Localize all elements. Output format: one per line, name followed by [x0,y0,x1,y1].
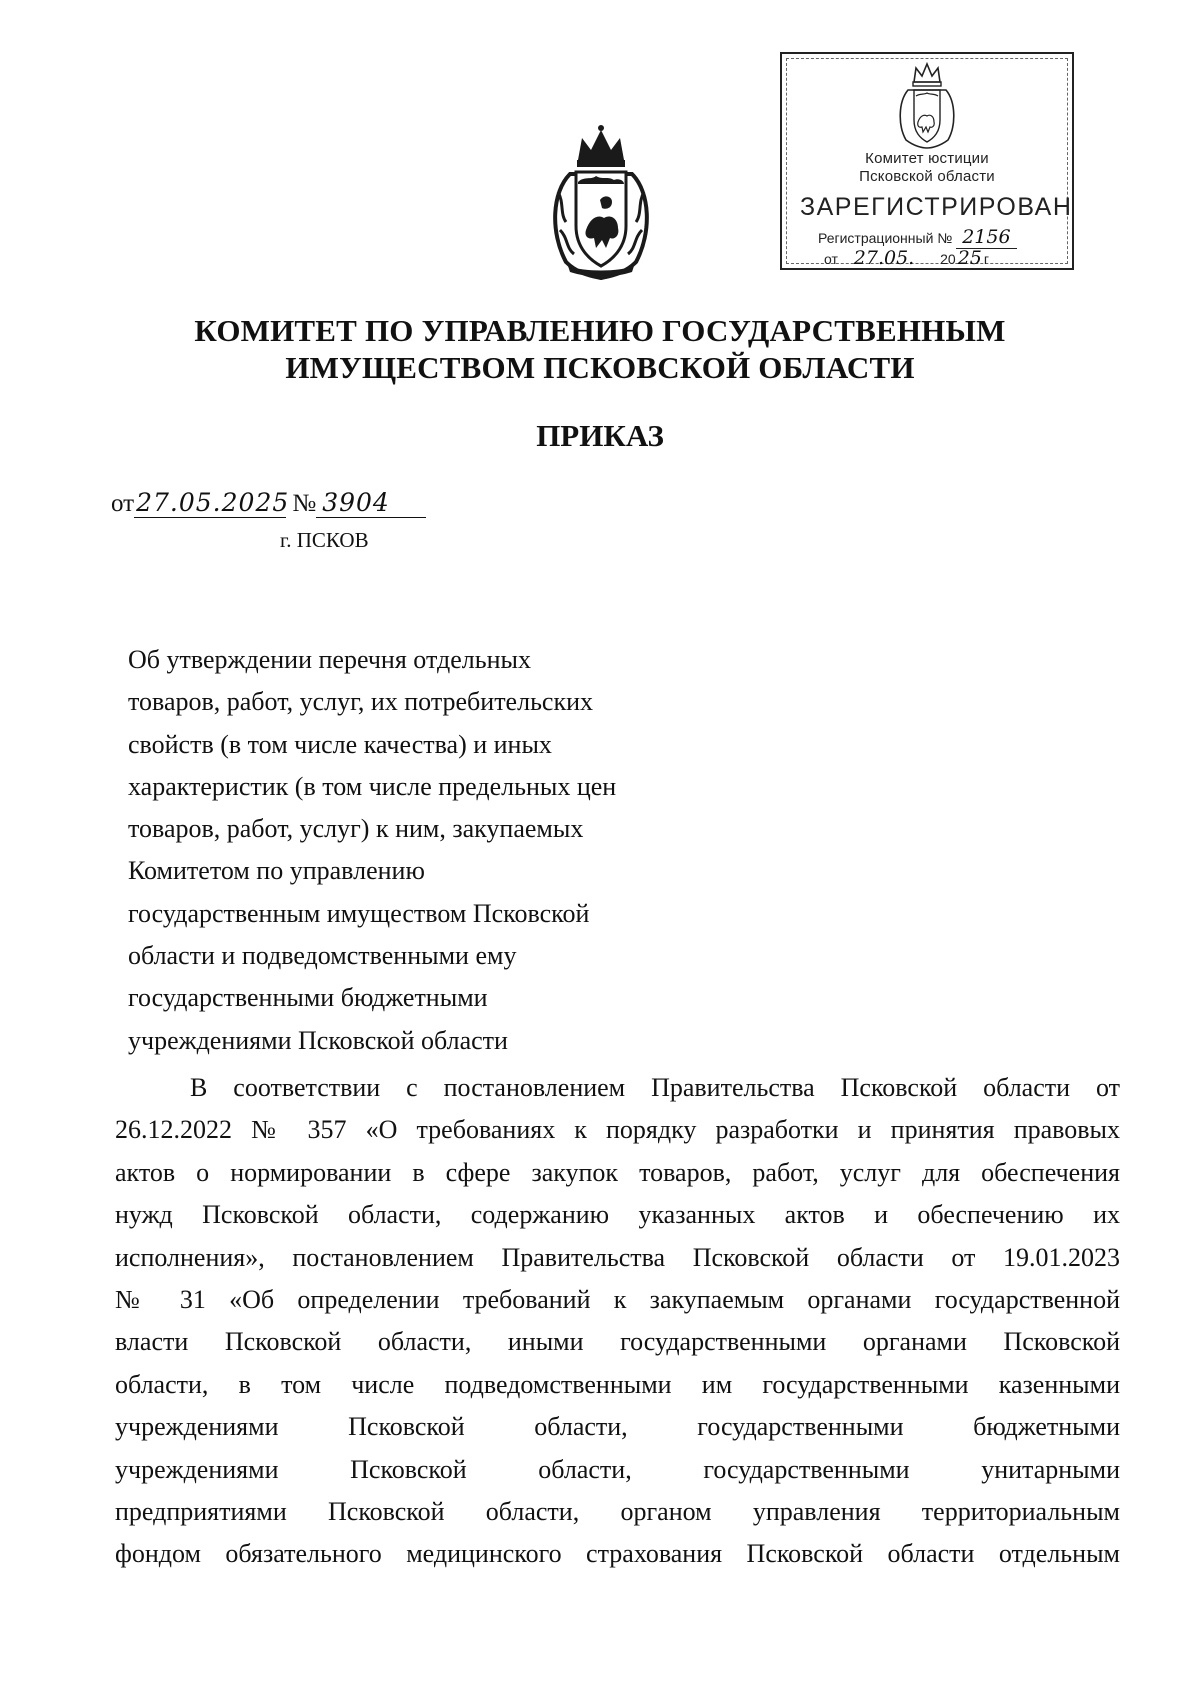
subject-line: товаров, работ, услуг, их потребительских [128,687,594,717]
stamp-registration-row [818,226,1017,248]
stamp-reg-label: Регистрационный № [818,230,953,246]
body-line: власти Псковской области, иными государственными органами Псковской [115,1327,1120,1357]
body-line: № 31 «Об определении требований к закупаемым органами государственной [115,1285,1120,1315]
city-label: г. ПСКОВ [280,528,369,552]
order-date-prefix: от [111,490,135,517]
stamp-year-suffix: г [983,251,989,267]
stamp-date-value: 27.05. [842,247,936,270]
subject-line: товаров, работ, услуг) к ним, закупаемых [128,814,584,844]
pskov-region-coat-of-arms-icon [548,122,654,280]
stamp-reg-number: 2156 [956,226,1016,249]
stamp-org-line-2: Псковской области [859,168,995,185]
subject-line: государственными бюджетными [128,983,488,1013]
stamp-date-prefix: от [824,251,838,267]
subject-line: характеристик (в том числе предельных цен [128,771,617,801]
subject-line: области и подведомственными ему [128,941,517,971]
order-date-value: 27.05.2025 [136,488,290,517]
subject-line: Комитетом по управлению [128,856,425,886]
body-line: 26.12.2022 № 357 «О требованиях к порядку разработки и принятия правовых [115,1115,1120,1145]
stamp-status: ЗАРЕГИСТРИРОВАН [800,193,1073,221]
body-line: предприятиями Псковской области, органом управления территориальным [115,1497,1120,1527]
organization-name-line-2: ИМУЩЕСТВОМ ПСКОВСКОЙ ОБЛАСТИ [285,350,915,385]
body-line: области, в том числе подведомственными им государственными казенными [115,1369,1120,1399]
body-line: учреждениями Псковской области, государственными унитарными [115,1454,1120,1484]
body-line: актов о нормировании в сфере закупок товаров, работ, услуг для обеспечения [115,1157,1120,1187]
order-number-value: 3904 [316,488,426,518]
body-line: нужд Псковской области, содержанию указанных актов и обеспечению их [115,1200,1120,1230]
subject-line: государственным имуществом Псковской [128,898,590,928]
stamp-year-prefix: 20 [940,251,956,267]
stamp-coat-of-arms-icon [894,60,960,150]
body-line: исполнения», постановлением Правительства Псковской области от 19.01.2023 [115,1242,1120,1272]
order-body-paragraph [115,1067,1120,1576]
stamp-date-row [824,247,989,269]
subject-line: свойств (в том числе качества) и иных [128,729,552,759]
subject-line: Об утверждении перечня отдельных [128,645,531,674]
body-line: фондом обязательного медицинского страхования Псковской области отдельным [115,1539,1120,1569]
order-subject [128,639,688,1062]
registration-stamp [780,52,1074,270]
stamp-org-line-1: Комитет юстиции [865,150,989,167]
body-line: учреждениями Псковской области, государственными бюджетными [115,1412,1120,1442]
body-line: В соответствии с постановлением Правительства Псковской области от [190,1073,1120,1102]
stamp-year-value: 25 [957,247,982,269]
order-number-prefix: № [292,490,317,517]
document-type-title: ПРИКАЗ [536,418,664,453]
order-date-number-line [111,488,426,518]
subject-line: учреждениями Псковской области [128,1025,508,1055]
organization-name-line-1: КОМИТЕТ ПО УПРАВЛЕНИЮ ГОСУДАРСТВЕННЫМ [194,313,1006,348]
